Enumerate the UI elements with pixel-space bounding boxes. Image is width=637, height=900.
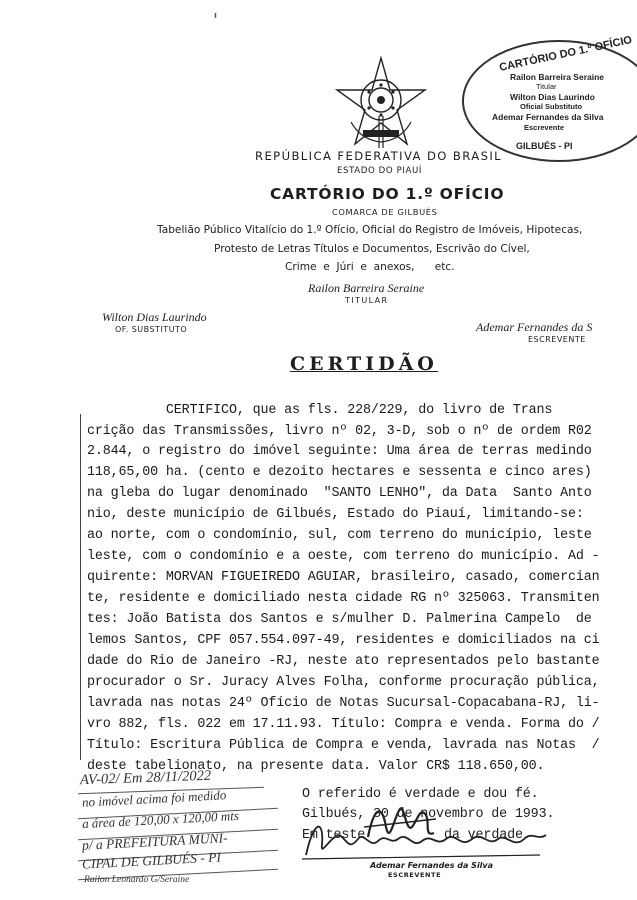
brazil-coat-of-arms-icon (333, 56, 429, 152)
stamp-substitute-role: Oficial Substituto (520, 102, 583, 111)
body-line: crição das Transmissões, livro nº 02, 3-D, sob o nº de ordem R02 (87, 424, 592, 439)
stamp-office: CARTÓRIO DO 1.º OFÍCIO (498, 34, 634, 74)
notary-stamp (462, 34, 637, 162)
closing-place-date: Gilbués, 30 de novembro de 1993. (302, 807, 555, 822)
annotation-line: CIPAL DE GILBUÉS - PI (81, 849, 222, 872)
body-line: lavrada nas notas 24º Ofício de Notas Sucursal-Copacabana-RJ, li- (87, 696, 600, 711)
substitute-role: OF. SUBSTITUTO (115, 325, 188, 334)
document-title: CERTIDÃO (290, 353, 438, 375)
annotation-header: AV-02/ Em 28/11/2022 (79, 767, 212, 789)
body-line: procurador o Sr. Juracy Alves Folha, conforme procuração pública, (87, 675, 600, 690)
body-line: quirente: MORVAN FIGUEIREDO AGUIAR, brasileiro, casado, comercian (87, 570, 600, 585)
substitute-name: Wilton Dias Laurindo (102, 310, 207, 324)
body-line: nio, deste município de Gilbués, Estado do Piauí, limitando-se: (87, 507, 584, 522)
body-line: tes: João Batista dos Santos e s/mulher D. Palmerina Campelo de (87, 612, 592, 627)
office-heading: CARTÓRIO DO 1.º OFÍCIO (270, 185, 505, 203)
annotation-signature: Railon Leonardo G/Seraine (84, 875, 190, 885)
signature-role: ESCREVENTE (388, 871, 442, 879)
state-heading: ESTADO DO PIAUÍ (337, 166, 422, 176)
closing-truth: da verdade. (444, 828, 531, 843)
closing-testimony: Em teste (302, 828, 366, 843)
body-line: dade do Rio de Janeiro -RJ, neste ato representados pelo bastante (87, 654, 600, 669)
republic-heading: REPÚBLICA FEDERATIVA DO BRASIL (255, 149, 503, 163)
body-line: 118,65,00 ha. (cento e dezoito hectares e sessenta e cinco ares) (87, 465, 592, 480)
corner-mark: ' (213, 10, 218, 31)
stamp-substitute-name: Wilton Dias Laurindo (510, 92, 595, 102)
office-description-line: Crime e Júri e anexos, etc. (285, 261, 455, 273)
stamp-titular-name: Railon Barreira Seraine (510, 72, 605, 82)
clerk-role: ESCREVENTE (528, 335, 586, 344)
body-line: deste tabelionato, na presente data. Valor CR$ 118.650,00. (87, 759, 545, 774)
stamp-clerk-role: Escrevente (524, 123, 565, 132)
stamp-titular-role: Titular (536, 82, 557, 91)
body-line: 2.844, o registro do imóvel seguinte: Uma área de terras medindo (87, 444, 592, 459)
body-line: Título: Escritura Pública de Compra e venda, lavrada nas Notas / (87, 738, 600, 753)
annotation-line: a área de 120,00 x 120,00 mts (81, 807, 240, 832)
office-description-line: Protesto de Letras Títulos e Documentos, Escrivão do Cível, (214, 243, 530, 255)
body-line: leste, com o condomínio e a oeste, com terreno do município. Ad - (87, 549, 600, 564)
titular-name: Railon Barreira Seraine (308, 281, 425, 295)
clerk-signature-icon (300, 815, 550, 863)
closing-attestation: O referido é verdade e dou fé. (302, 787, 539, 802)
body-line: te, residente e domiciliado nesta cidade RG nº 325063. Transmiten (87, 591, 600, 606)
annotation-line: no imóvel acima foi medido (81, 787, 227, 810)
annotation-line: p/ a PREFEITURA MUNI- (81, 830, 228, 853)
body-line: CERTIFICO, que as fls. 228/229, do livro de Trans (87, 403, 553, 418)
titular-role: TITULAR (345, 296, 389, 305)
office-description-line: Tabelião Público Vitalício do 1.º Ofício, Oficial do Registro de Imóveis, Hipotecas, (157, 224, 583, 236)
body-line: na gleba do lugar denominado "SANTO LENHO", da Data Santo Anto (87, 486, 592, 501)
comarca-heading: COMARCA DE GILBUÉS (332, 207, 438, 217)
stamp-clerk-name: Ademar Fernandes da Silva (492, 112, 604, 122)
margin-rule (80, 414, 81, 760)
body-line: vro 882, fls. 022 em 17.11.93. Título: Compra e venda. Forma do / (87, 717, 600, 732)
signature-name: Ademar Fernandes da Silva (370, 861, 494, 870)
body-line: lemos Santos, CPF 057.554.097-49, residentes e domiciliados na ci (87, 633, 600, 648)
stamp-city: GILBUÉS - PI (516, 141, 573, 151)
body-line: ao norte, com o condomínio, sul, com terreno do município, leste (87, 528, 592, 543)
clerk-name: Ademar Fernandes da S (476, 320, 593, 334)
